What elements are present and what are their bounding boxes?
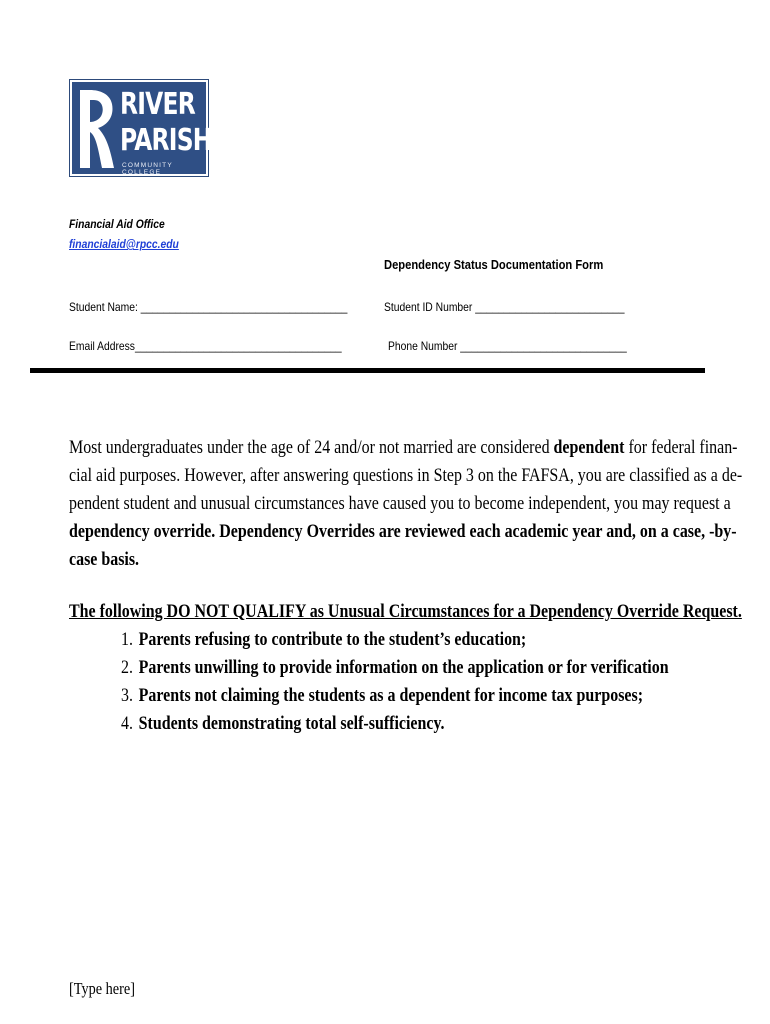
- list-text: Students demonstrating total self-sufficiency.: [138, 713, 445, 734]
- form-title: Dependency Status Documentation Form: [384, 257, 604, 272]
- phone-number-field[interactable]: Phone Number _____________________________: [388, 339, 627, 353]
- list-number: 2.: [121, 657, 133, 678]
- list-number: 4.: [121, 713, 133, 734]
- river-r-icon: [76, 86, 116, 172]
- office-name: Financial Aid Office: [69, 217, 165, 231]
- college-logo: [69, 79, 243, 177]
- intro-line-5: [69, 546, 695, 574]
- list-item: [121, 710, 669, 738]
- student-id-field[interactable]: Student ID Number __________________________: [384, 300, 625, 314]
- intro-line-2: cial aid purposes. However, after answering questions in Step 3 on the FAFSA, you are classified as a de-: [69, 465, 743, 486]
- intro-bold-text: dependency override. Dependency Overrides are reviewed each academic year and, on a case, -by-: [69, 521, 737, 542]
- list-item: [121, 682, 669, 710]
- list-text: Parents not claiming the students as a dependent for income tax purposes;: [138, 685, 644, 706]
- dnq-list: [121, 626, 669, 738]
- email-address-field[interactable]: Email Address____________________________________: [69, 339, 342, 353]
- intro-bold-dependent: dependent: [553, 437, 625, 458]
- logo-word-river: RIVER: [120, 87, 195, 122]
- list-item: [121, 626, 669, 654]
- list-item: [121, 654, 669, 682]
- list-number: 1.: [121, 629, 133, 650]
- list-number: 3.: [121, 685, 133, 706]
- footer-placeholder[interactable]: [Type here]: [69, 979, 136, 998]
- logo-word-parishes: PARISHES: [120, 123, 243, 158]
- office-email-link[interactable]: financialaid@rpcc.edu: [69, 237, 179, 251]
- list-text: Parents refusing to contribute to the student’s education;: [138, 629, 527, 650]
- logo-background: [72, 82, 243, 176]
- student-name-field[interactable]: Student Name: ____________________________________: [69, 300, 348, 314]
- header-divider: [30, 368, 705, 373]
- dnq-heading: The following DO NOT QUALIFY as Unusual Circumstances for a Dependency Override Request.: [69, 601, 742, 622]
- intro-paragraph: [69, 434, 743, 574]
- intro-line-4: [69, 518, 737, 546]
- intro-bold-text: case basis.: [69, 549, 140, 570]
- logo-word-community-college: COMMUNITY COLLEGE: [122, 162, 173, 176]
- intro-text: for federal finan-: [624, 437, 738, 458]
- intro-text: Most undergraduates under the age of 24 and/or not married are considered: [69, 437, 554, 458]
- intro-line-3: pendent student and unusual circumstances have caused you to become independent, you may request a: [69, 493, 731, 514]
- intro-line-1: [69, 434, 738, 462]
- list-text: Parents unwilling to provide information on the application or for verification: [138, 657, 669, 678]
